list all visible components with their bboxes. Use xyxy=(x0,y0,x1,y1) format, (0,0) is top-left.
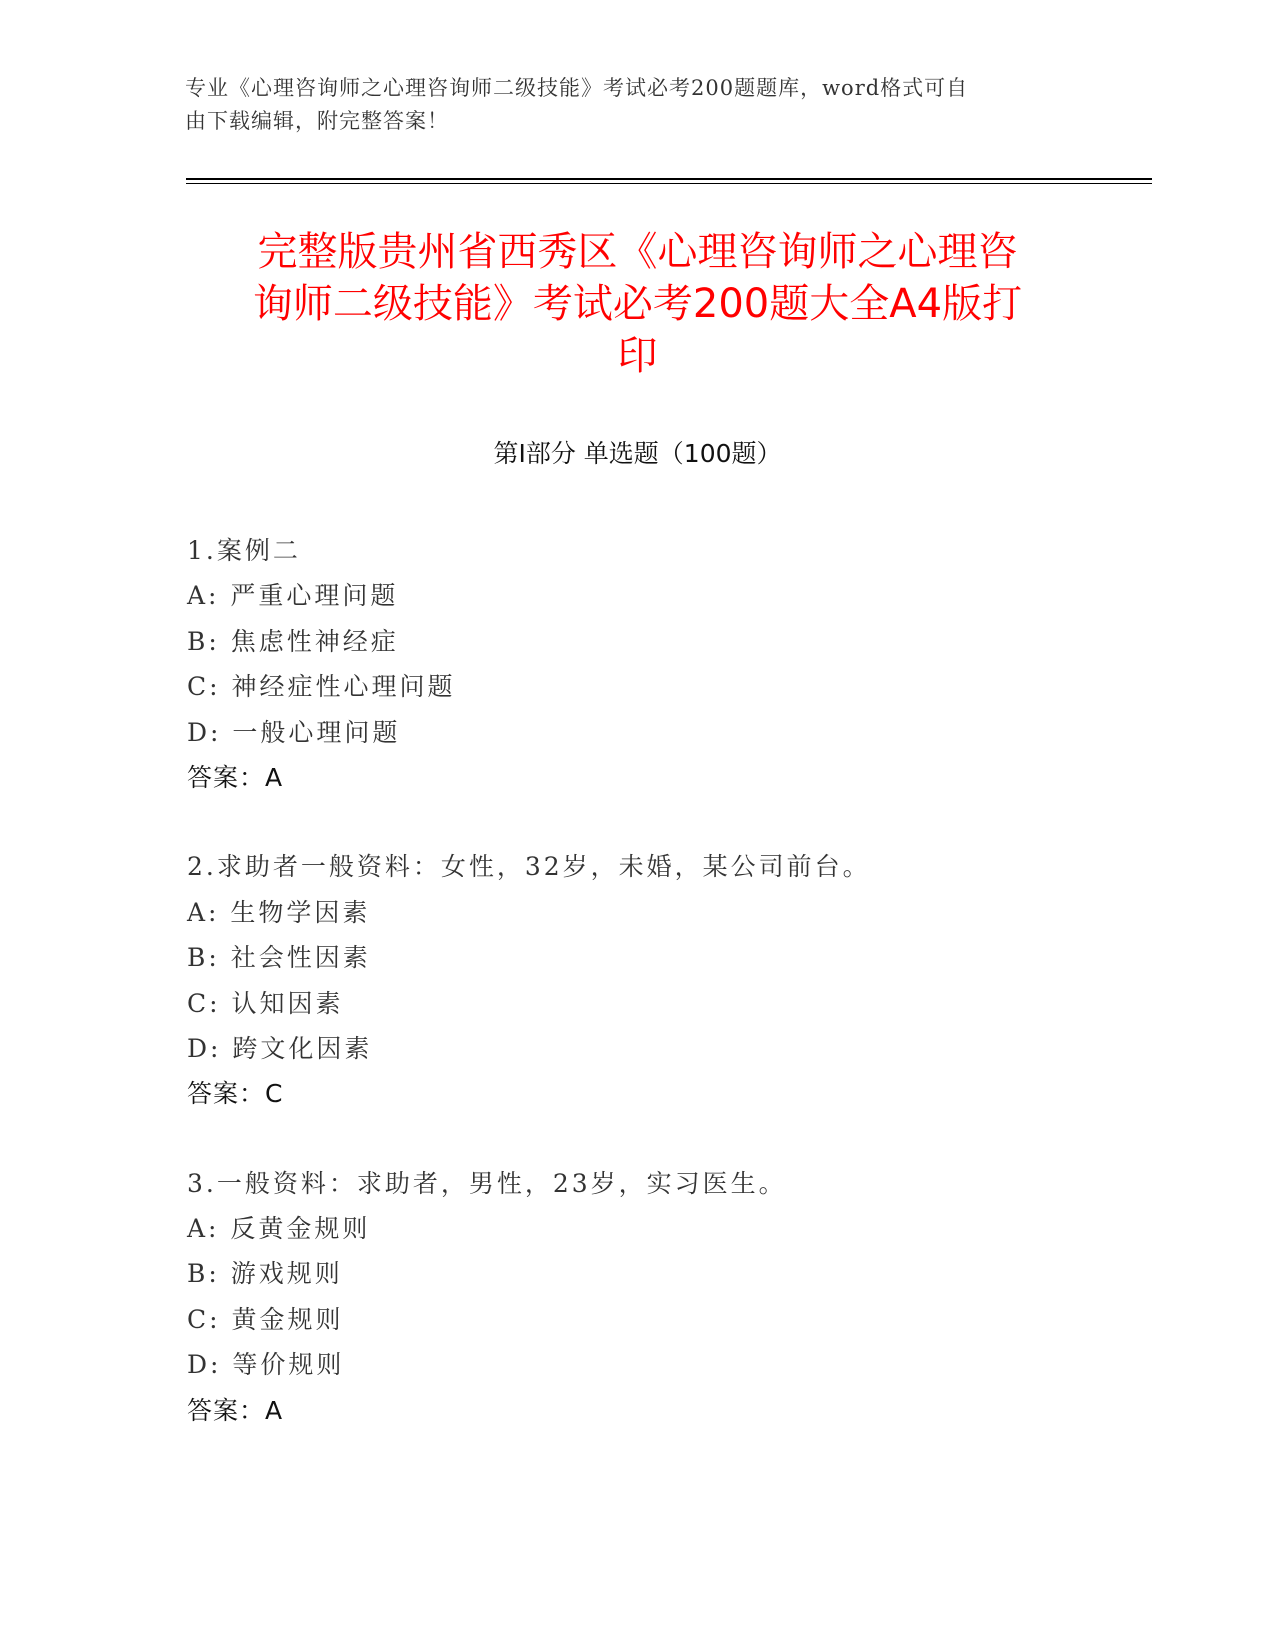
document-title xyxy=(180,226,1095,382)
document-title-line-3: 印 xyxy=(617,333,658,379)
header-divider-thick xyxy=(186,178,1152,180)
question-3 xyxy=(187,1161,1087,1433)
option-a: A: 严重心理问题 xyxy=(187,581,399,611)
option-b: B: 游戏规则 xyxy=(187,1259,343,1289)
question-list xyxy=(187,528,1087,1477)
document-title-line-1: 完整版贵州省西秀区《心理咨询师之心理咨 xyxy=(257,229,1018,275)
header-note-line-2: 由下载编辑，附完整答案！ xyxy=(185,109,449,133)
header-note xyxy=(185,72,1065,138)
question-stem: 2.求助者一般资料：女性，32岁，未婚，某公司前台。 xyxy=(187,852,871,882)
option-b: B: 社会性因素 xyxy=(187,943,371,973)
question-2 xyxy=(187,844,1087,1116)
question-stem: 3.一般资料：求助者，男性，23岁，实习医生。 xyxy=(187,1168,787,1198)
option-c: C: 认知因素 xyxy=(187,988,344,1018)
header-divider-thin xyxy=(186,183,1152,184)
question-1 xyxy=(187,528,1087,800)
option-d: D: 一般心理问题 xyxy=(187,717,401,747)
option-c: C: 黄金规则 xyxy=(187,1304,344,1334)
section-heading: 第I部分 单选题（100题） xyxy=(493,439,782,468)
option-c: C: 神经症性心理问题 xyxy=(187,672,456,702)
question-stem: 1.案例二 xyxy=(187,536,301,565)
option-d: D: 跨文化因素 xyxy=(187,1033,373,1063)
answer: 答案：A xyxy=(187,762,284,792)
option-b: B: 焦虑性神经症 xyxy=(187,626,399,656)
option-a: A: 生物学因素 xyxy=(187,897,371,927)
document-title-line-2: 询师二级技能》考试必考200题大全A4版打 xyxy=(252,281,1023,327)
option-d: D: 等价规则 xyxy=(187,1350,345,1380)
answer: 答案：C xyxy=(187,1079,284,1109)
answer: 答案：A xyxy=(187,1395,284,1425)
header-note-line-1: 专业《心理咨询师之心理咨询师二级技能》考试必考200题题库，word格式可自 xyxy=(185,76,969,100)
option-a: A: 反黄金规则 xyxy=(187,1214,371,1244)
